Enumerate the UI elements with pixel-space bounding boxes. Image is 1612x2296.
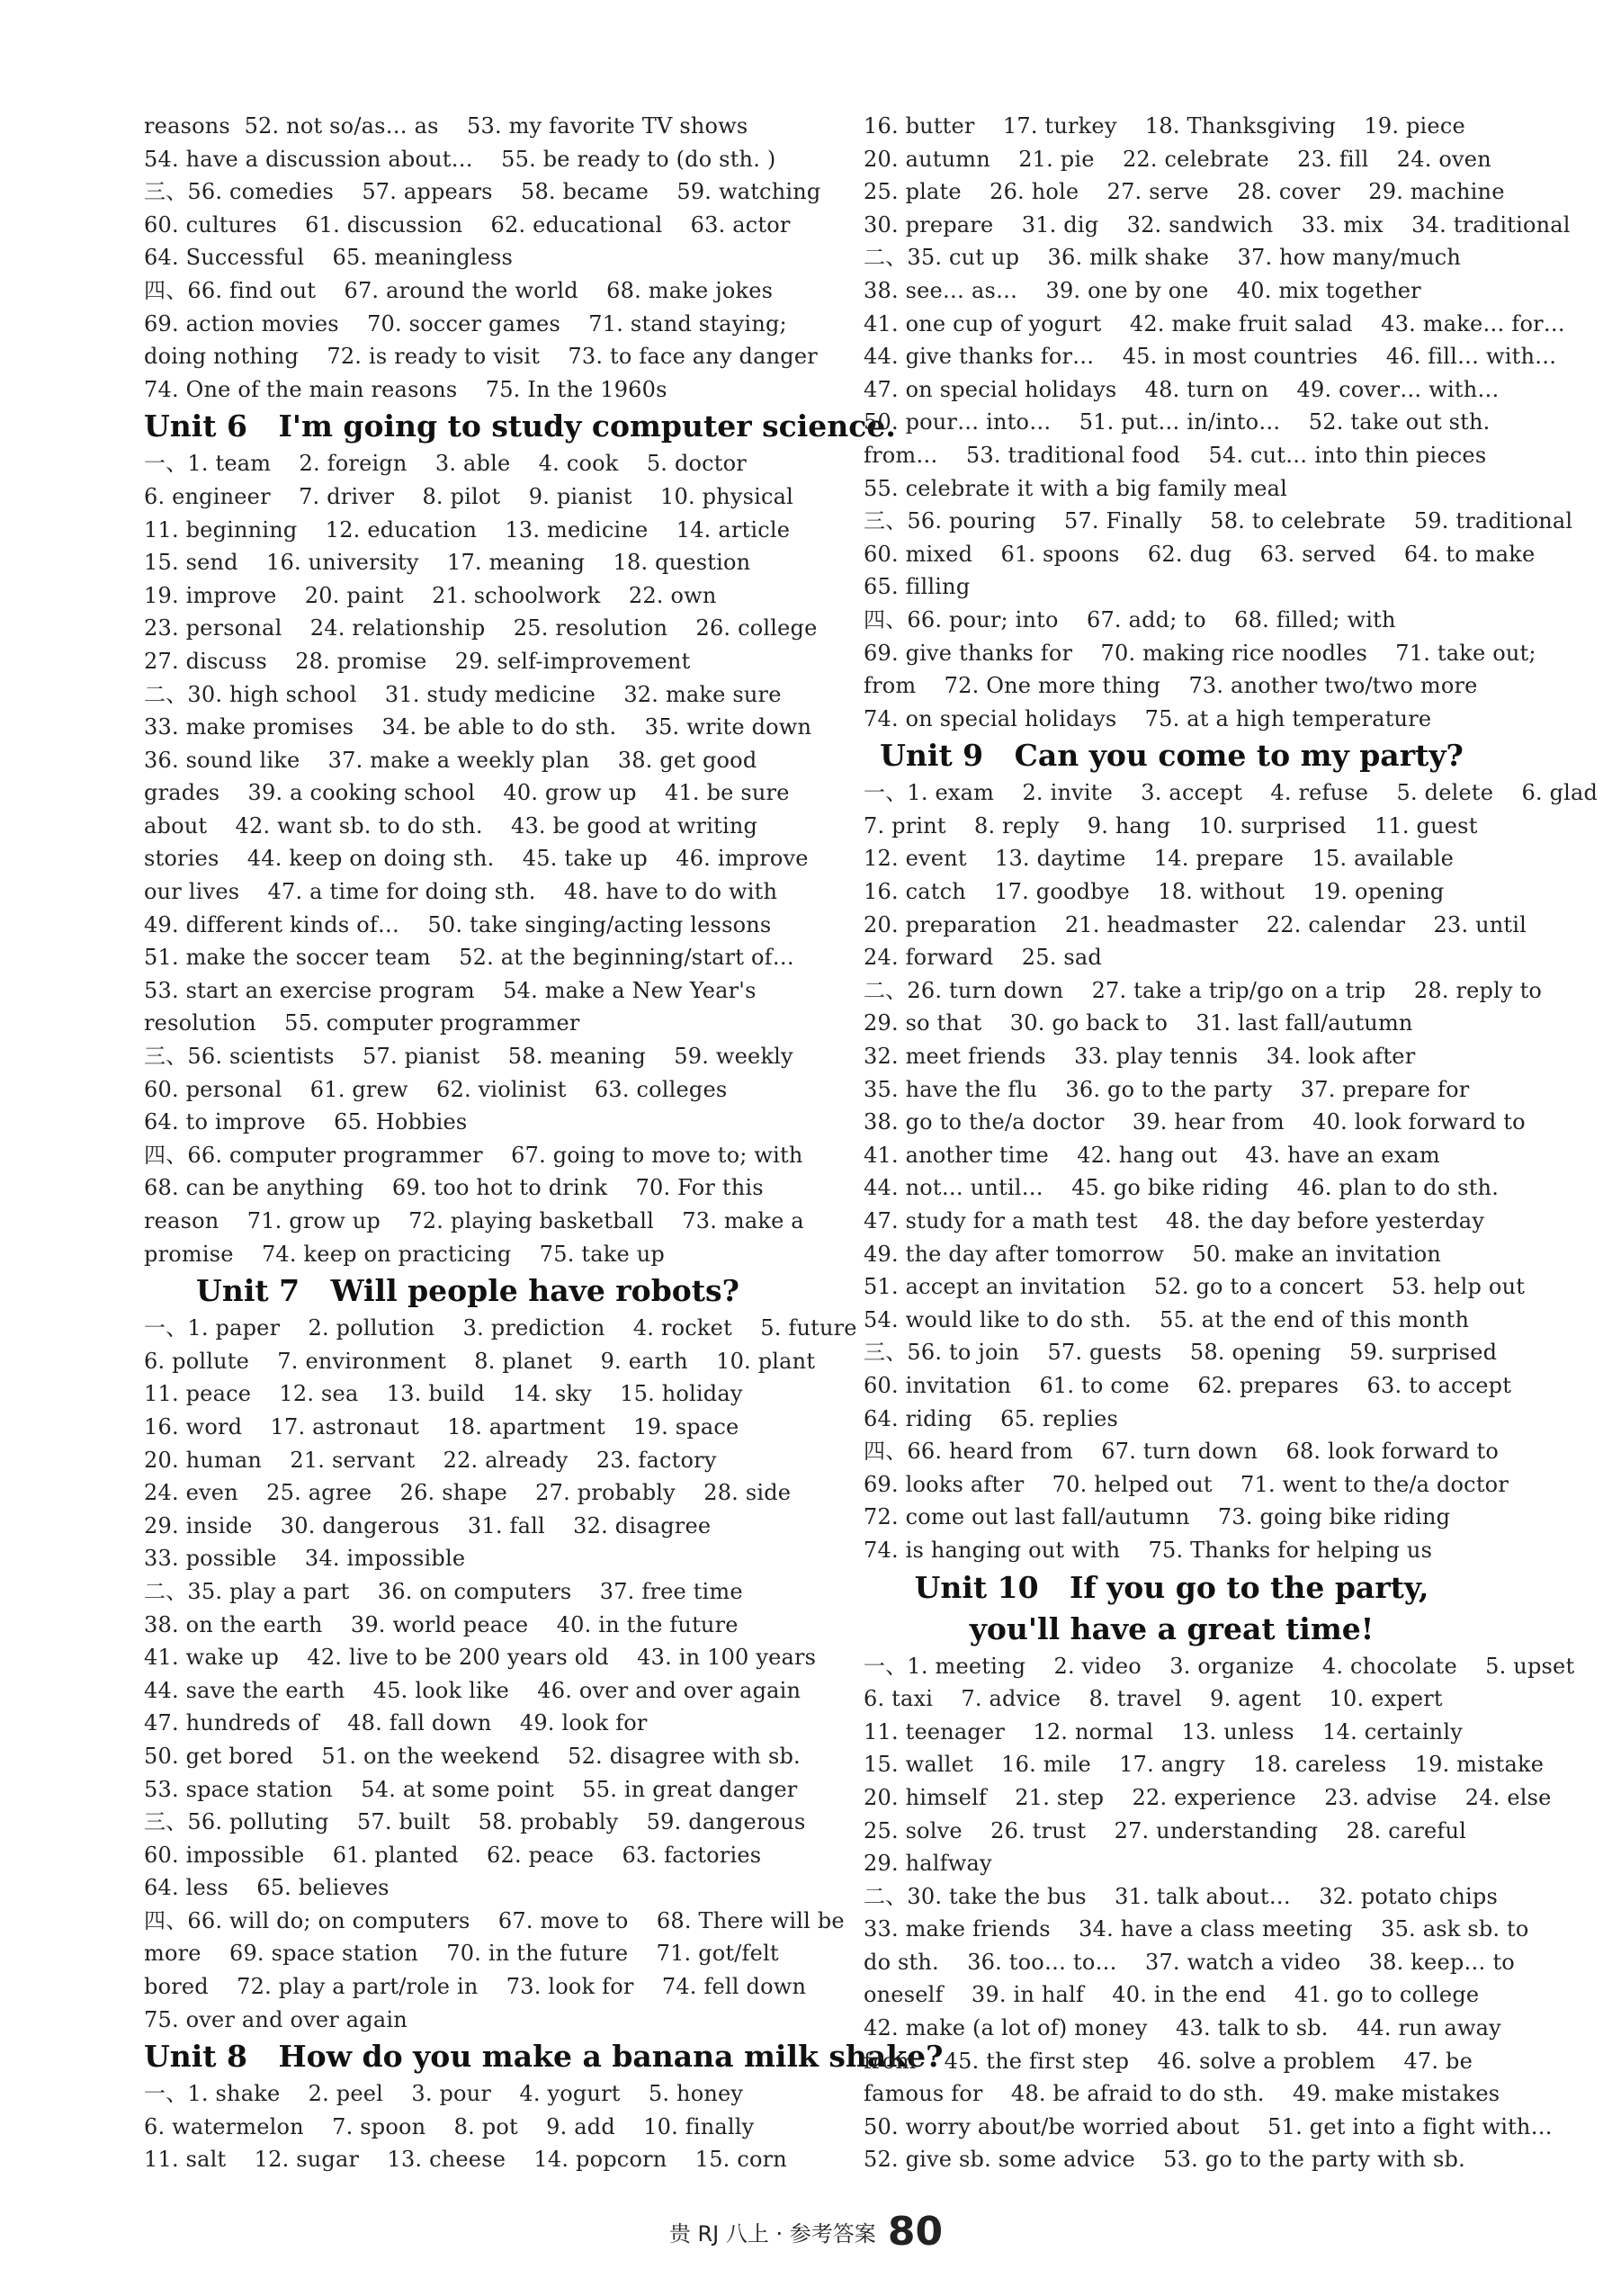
answer-line: about 42. want sb. to do sth. 43. be good at writing: [144, 812, 758, 839]
answer-line: 二、30. high school 31. study medicine 32. make sure: [144, 681, 782, 707]
answer-line: 四、66. pour; into 67. add; to 68. filled; with: [864, 606, 1396, 632]
answer-line: 19. improve 20. paint 21. schoolwork 22. own: [144, 582, 717, 608]
answer-line: 20. autumn 21. pie 22. celebrate 23. fill 24. oven: [864, 146, 1491, 172]
answer-line: 54. have a discussion about… 55. be ready to (do sth. ): [144, 146, 776, 172]
answer-line: 50. get bored 51. on the weekend 52. disagree with sb.: [144, 1743, 801, 1769]
answer-line: 47. on special holidays 48. turn on 49. cover… with…: [864, 376, 1500, 402]
answer-line: 29. inside 30. dangerous 31. fall 32. disagree: [144, 1512, 712, 1538]
answer-line: do sth. 36. too… to… 37. watch a video 38. keep… to: [864, 1949, 1515, 1975]
answer-line: 64. Successful 65. meaningless: [144, 245, 514, 271]
answer-line: 6. watermelon 7. spoon 8. pot 9. add 10. finally: [144, 2113, 755, 2139]
answer-line: from 72. One more thing 73. another two/two more: [864, 673, 1478, 699]
answer-line: 四、66. find out 67. around the world 68. make jokes: [144, 277, 774, 303]
answer-line: 20. preparation 21. headmaster 22. calendar 23. until: [864, 911, 1527, 937]
answer-line: 20. himself 21. step 22. experience 23. advise 24. else: [864, 1784, 1552, 1810]
answer-line: 三、56. scientists 57. pianist 58. meaning 59. weekly: [144, 1044, 793, 1070]
answer-line: 74. is hanging out with 75. Thanks for helping us: [864, 1537, 1433, 1563]
answer-line: 20. human 21. servant 22. already 23. factory: [144, 1447, 717, 1473]
answer-line: 60. personal 61. grew 62. violinist 63. colleges: [144, 1076, 728, 1102]
answer-line: 25. plate 26. hole 27. serve 28. cover 29. machine: [864, 179, 1505, 205]
answer-line: 四、66. computer programmer 67. going to move to; with: [144, 1142, 803, 1168]
answer-line: 44. save the earth 45. look like 46. over and over again: [144, 1677, 802, 1703]
answer-line: 51. make the soccer team 52. at the beginning/start of…: [144, 945, 794, 971]
answer-line: 11. peace 12. sea 13. build 14. sky 15. holiday: [144, 1381, 743, 1407]
answer-line: 50. worry about/be worried about 51. get into a fight with…: [864, 2113, 1553, 2139]
answer-line: 24. forward 25. sad: [864, 945, 1102, 971]
answer-line: 33. make promises 34. be able to do sth. 35. write down: [144, 714, 812, 740]
answer-line: 33. make friends 34. have a class meeting 35. ask sb. to: [864, 1916, 1529, 1942]
answer-line: 11. salt 12. sugar 13. cheese 14. popcorn 15. corn: [144, 2147, 787, 2173]
answer-line: 15. send 16. university 17. meaning 18. question: [144, 550, 751, 576]
answer-line: 44. give thanks for… 45. in most countries 46. fill… with…: [864, 344, 1557, 370]
footer-label: 贵 RJ 八上 · 参考答案: [668, 2221, 876, 2247]
answer-line: bored 72. play a part/role in 73. look for 74. fell down: [144, 1974, 807, 2000]
answer-line: 一、1. team 2. foreign 3. able 4. cook 5. doctor: [144, 451, 747, 477]
answer-line: 60. mixed 61. spoons 62. dug 63. served 64. to make: [864, 541, 1536, 567]
answer-line: 35. have the flu 36. go to the party 37. prepare for: [864, 1076, 1470, 1102]
answer-line: 二、26. turn down 27. take a trip/go on a trip 28. reply to: [864, 977, 1543, 1003]
page-number: 80: [887, 2209, 944, 2255]
answer-line: 60. invitation 61. to come 62. prepares 63. to accept: [864, 1372, 1512, 1398]
unit-heading: Unit 9 Can you come to my party?: [880, 738, 1464, 774]
answer-line: 38. go to the/a doctor 39. hear from 40. look forward to: [864, 1109, 1526, 1135]
answer-line: 四、66. will do; on computers 67. move to 68. There will be: [144, 1907, 845, 1933]
answer-line: 68. can be anything 69. too hot to drink 70. For this: [144, 1175, 764, 1201]
answer-line: 一、1. exam 2. invite 3. accept 4. refuse 5. delete 6. glad: [864, 780, 1599, 806]
answer-line: 一、1. meeting 2. video 3. organize 4. chocolate 5. upset: [864, 1653, 1575, 1679]
answer-line: reason 71. grow up 72. playing basketball 73. make a: [144, 1208, 804, 1233]
answer-line: 55. celebrate it with a big family meal: [864, 475, 1288, 501]
answer-line: 30. prepare 31. dig 32. sandwich 33. mix 34. traditional: [864, 211, 1571, 238]
answer-line: 44. not… until… 45. go bike riding 46. plan to do sth.: [864, 1175, 1500, 1201]
answer-line: 29. halfway: [864, 1851, 992, 1877]
answer-line: 69. action movies 70. soccer games 71. stand staying;: [144, 310, 787, 336]
answer-line: 6. engineer 7. driver 8. pilot 9. pianist 10. physical: [144, 483, 793, 509]
answer-line: promise 74. keep on practicing 75. take up: [144, 1241, 665, 1267]
answer-line: stories 44. keep on doing sth. 45. take up 46. improve: [144, 846, 809, 872]
answer-line: 38. see… as… 39. one by one 40. mix together: [864, 277, 1421, 303]
answer-line: 74. on special holidays 75. at a high temperature: [864, 705, 1432, 731]
answer-line: 7. print 8. reply 9. hang 10. surprised 11. guest: [864, 812, 1478, 839]
answer-line: 51. accept an invitation 52. go to a concert 53. help out: [864, 1274, 1526, 1300]
answer-line: from… 53. traditional food 54. cut… into thin pieces: [864, 442, 1487, 468]
answer-line: 49. the day after tomorrow 50. make an invitation: [864, 1241, 1442, 1267]
answer-line: 75. over and over again: [144, 2006, 407, 2032]
unit-heading: Unit 8 How do you make a banana milk shake?: [144, 2039, 944, 2075]
answer-line: oneself 39. in half 40. in the end 41. go to college: [864, 1982, 1480, 2008]
answer-line: 11. teenager 12. normal 13. unless 14. certainly: [864, 1718, 1463, 1744]
answer-line: 二、35. cut up 36. milk shake 37. how many/much: [864, 245, 1462, 271]
answer-line: 三、56. to join 57. guests 58. opening 59. surprised: [864, 1340, 1498, 1366]
answer-line: 64. to improve 65. Hobbies: [144, 1109, 468, 1135]
answer-line: 32. meet friends 33. play tennis 34. look after: [864, 1044, 1416, 1070]
answer-line: 41. one cup of yogurt 42. make fruit salad 43. make… for…: [864, 310, 1565, 336]
answer-line: 69. give thanks for 70. making rice noodles 71. take out;: [864, 640, 1536, 666]
answer-line: 52. give sb. some advice 53. go to the party with sb.: [864, 2147, 1465, 2173]
unit-heading: Unit 6 I'm going to study computer science.: [144, 408, 896, 444]
answer-line: 11. beginning 12. education 13. medicine 14. article: [144, 516, 791, 543]
answer-line: 53. start an exercise program 54. make a New Year's: [144, 977, 757, 1003]
answer-line: 41. wake up 42. live to be 200 years old 43. in 100 years: [144, 1645, 817, 1671]
answer-line: famous for 48. be afraid to do sth. 49. make mistakes: [864, 2081, 1500, 2107]
answer-line: 二、35. play a part 36. on computers 37. free time: [144, 1578, 743, 1604]
answer-line: 53. space station 54. at some point 55. in great danger: [144, 1776, 798, 1802]
answer-line: resolution 55. computer programmer: [144, 1010, 580, 1036]
answer-line: 一、1. paper 2. pollution 3. prediction 4. rocket 5. future: [144, 1315, 857, 1341]
answer-line: 33. possible 34. impossible: [144, 1546, 466, 1572]
answer-line: more 69. space station 70. in the future 71. got/felt: [144, 1941, 779, 1967]
answer-line: 四、66. heard from 67. turn down 68. look forward to: [864, 1439, 1500, 1465]
answer-line: 38. on the earth 39. world peace 40. in the future: [144, 1611, 739, 1637]
answer-line: 60. cultures 61. discussion 62. educational 63. actor: [144, 211, 791, 238]
answer-line: 64. riding 65. replies: [864, 1405, 1119, 1431]
answer-line: 15. wallet 16. mile 17. angry 18. careless 19. mistake: [864, 1752, 1545, 1778]
answer-line: reasons 52. not so/as… as 53. my favorite TV shows: [144, 113, 748, 139]
answer-line: 29. so that 30. go back to 31. last fall/autumn: [864, 1010, 1413, 1036]
answer-line: 54. would like to do sth. 55. at the end of this month: [864, 1306, 1470, 1332]
answer-line: 47. study for a math test 48. the day before yesterday: [864, 1208, 1485, 1233]
answer-line: 6. pollute 7. environment 8. planet 9. earth 10. plant: [144, 1348, 816, 1374]
answer-line: 65. filling: [864, 574, 971, 600]
answer-line: doing nothing 72. is ready to visit 73. to face any danger: [144, 344, 818, 370]
unit-heading: Unit 10 If you go to the party,: [914, 1569, 1429, 1605]
answer-line: grades 39. a cooking school 40. grow up 41. be sure: [144, 780, 790, 806]
answer-line: 三、56. comedies 57. appears 58. became 59. watching: [144, 179, 821, 205]
answer-line: 64. less 65. believes: [144, 1875, 390, 1901]
answer-line: 41. another time 42. hang out 43. have an exam: [864, 1142, 1440, 1168]
answer-line: 72. come out last fall/autumn 73. going bike riding: [864, 1504, 1451, 1530]
answer-line: 一、1. shake 2. peel 3. pour 4. yogurt 5. honey: [144, 2081, 744, 2107]
answer-line: 16. word 17. astronaut 18. apartment 19. space: [144, 1413, 739, 1439]
page-footer: [0, 2209, 1612, 2255]
answer-line: 三、56. polluting 57. built 58. probably 59. dangerous: [144, 1809, 806, 1835]
answer-line: 三、56. pouring 57. Finally 58. to celebrate 59. traditional: [864, 508, 1573, 534]
answer-line: 25. solve 26. trust 27. understanding 28. careful: [864, 1817, 1467, 1843]
answer-line: 42. make (a lot of) money 43. talk to sb. 44. run away: [864, 2015, 1501, 2041]
answer-line: from 45. the first step 46. solve a problem 47. be: [864, 2048, 1473, 2074]
answer-line: 23. personal 24. relationship 25. resolution 26. college: [144, 615, 818, 641]
answer-line: 24. even 25. agree 26. shape 27. probably 28. side: [144, 1480, 792, 1506]
answer-line: 27. discuss 28. promise 29. self-improvement: [144, 648, 691, 674]
right-column: [864, 110, 1599, 2176]
answer-line: 16. butter 17. turkey 18. Thanksgiving 19. piece: [864, 113, 1465, 139]
answer-line: 6. taxi 7. advice 8. travel 9. agent 10. expert: [864, 1686, 1443, 1712]
unit-heading: you'll have a great time!: [969, 1610, 1375, 1646]
answer-line: 69. looks after 70. helped out 71. went to the/a doctor: [864, 1471, 1509, 1497]
answer-line: 12. event 13. daytime 14. prepare 15. available: [864, 846, 1454, 872]
answer-line: 16. catch 17. goodbye 18. without 19. opening: [864, 879, 1445, 905]
answer-line: 47. hundreds of 48. fall down 49. look for: [144, 1710, 648, 1736]
unit-heading: Unit 7 Will people have robots?: [196, 1273, 739, 1309]
answer-line: 74. One of the main reasons 75. In the 1960s: [144, 376, 667, 402]
answer-line: 50. pour… into… 51. put… in/into… 52. take out sth.: [864, 409, 1491, 435]
answer-line: our lives 47. a time for doing sth. 48. have to do with: [144, 879, 778, 905]
answer-line: 49. different kinds of… 50. take singing/acting lessons: [144, 911, 772, 937]
answer-line: 二、30. take the bus 31. talk about… 32. potato chips: [864, 1883, 1498, 1909]
answer-line: 60. impossible 61. planted 62. peace 63. factories: [144, 1842, 762, 1868]
answer-line: 36. sound like 37. make a weekly plan 38. get good: [144, 747, 757, 773]
